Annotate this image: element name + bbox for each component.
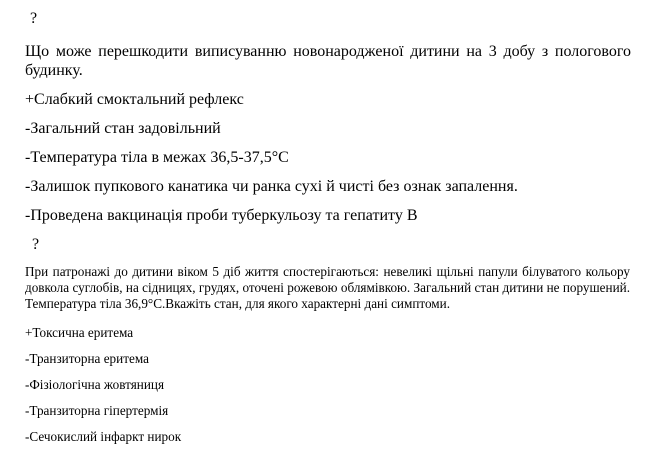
question-text-1: Що може перешкодити виписуванню новонародженої дитини на 3 добу з пологового будинку. [25,43,631,79]
answer-option: -Залишок пупкового канатика чи ранка сухі й чисті без ознак запалення. [25,178,518,195]
answer-option: -Сечокислий інфаркт нирок [25,429,182,444]
answer-option: -Транзиторна гіпертермія [25,403,169,418]
answer-option: -Температура тіла в межах 36,5-37,5°С [25,149,289,166]
answer-option: -Фізіологічна жовтяниця [25,377,165,392]
question-marker-2: ? [32,236,40,253]
answer-option: +Токсична еритема [25,325,134,340]
answer-option: -Проведена вакцинація проби туберкульозу та гепатиту В [25,207,418,224]
question-text-2: При патронажі до дитини віком 5 діб життя спостерігаються: невеликі щільні папули білуватого кольору довкола суглобів, на сідницях, грудях, оточені рожевою облямівкою. Загальний стан дитини не порушений. Температура тіла 36,9°С.Вкажіть стан, для якого характерні дані симптоми. [25,264,630,311]
answer-option: +Слабкий смоктальний рефлекс [25,91,244,108]
question-marker-1: ? [30,10,38,27]
answer-option: -Загальний стан задовільний [25,120,221,137]
answer-option: -Транзиторна еритема [25,351,149,366]
